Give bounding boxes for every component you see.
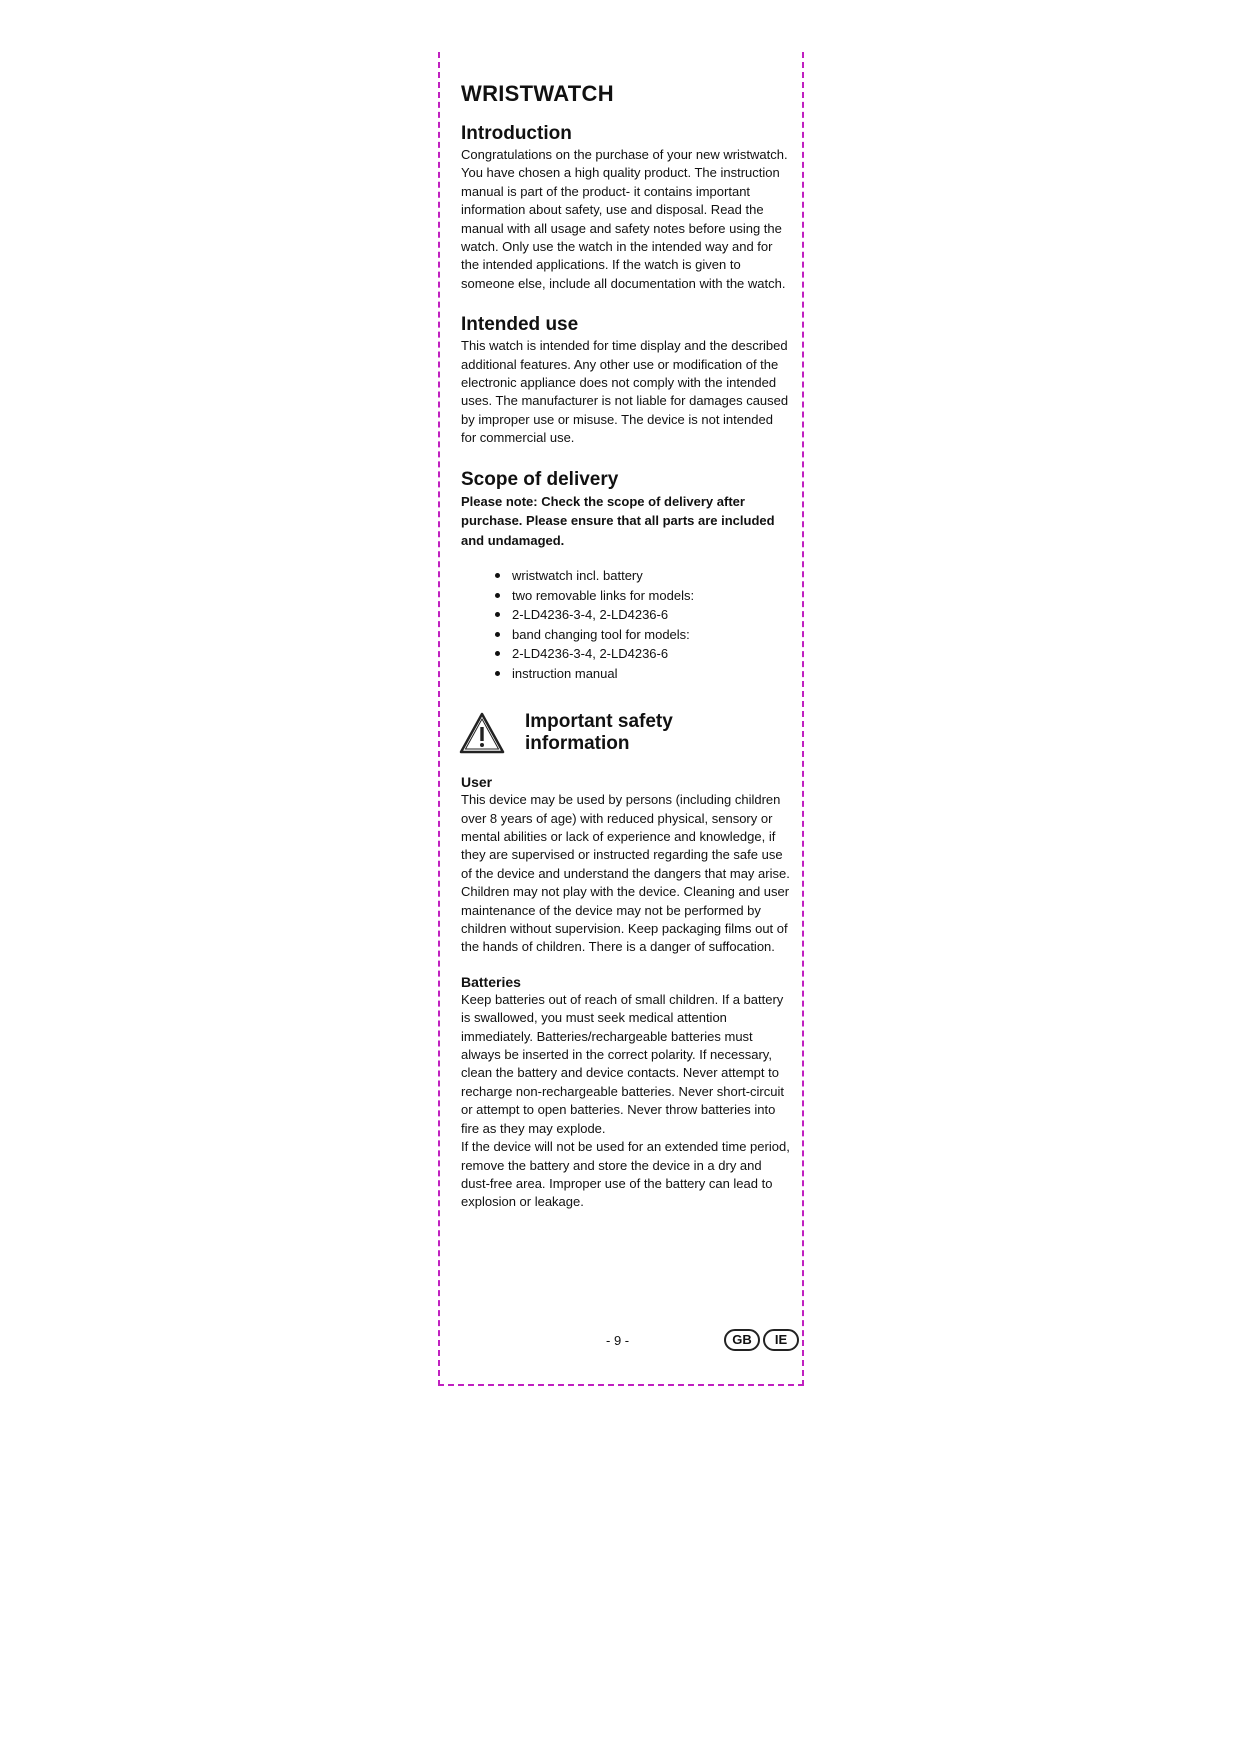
safety-heading-line1: Important safety [525,711,673,733]
intended-use-text: This watch is intended for time display and the described additional features. Any other use or modification of the electronic appliance does not comply with the intended uses. The manufacturer is not liable for damages caused by improper use or misuse. The device is not intended for commercial use. [461,338,789,446]
warning-triangle-icon [459,712,505,754]
delivery-list [461,566,791,683]
introduction-heading: Introduction [461,123,572,144]
document-body [461,76,791,1212]
intended-use-heading: Intended use [461,314,579,336]
list-item: instruction manual [495,664,791,684]
language-badge-gb: GB [724,1329,760,1351]
page-footer [461,1329,791,1355]
document-title: WRISTWATCH [461,81,614,106]
safety-heading [525,711,673,755]
scope-of-delivery-heading: Scope of delivery [461,468,619,490]
list-item: two removable links for models: [495,586,791,606]
batteries-text-2: If the device will not be used for an extended time period, remove the battery and store the device in a dry and dust-free area. Improper use of the battery can lead to explosion or leakage. [461,1139,790,1210]
list-item: band changing tool for models: [495,625,791,645]
language-badge-ie: IE [763,1329,799,1351]
batteries-text: Keep batteries out of reach of small children. If a battery is swallowed, you must seek medical attention immediately. Batteries/rechargeable batteries must always be inserted in the correct polarity. If necessary, clean the battery and device contacts. Never attempt to recharge non-rechargeable batteries. Never short-circuit or attempt to open batteries. Never throw batteries into fire as they may explode. [461,991,784,1136]
language-badges [721,1329,799,1351]
safety-header [461,705,791,761]
list-item: wristwatch incl. battery [495,566,791,586]
scope-of-delivery-note: Please note: Check the scope of delivery after purchase. Please ensure that all parts are included and undamaged. [461,493,775,548]
user-text: This device may be used by persons (including children over 8 years of age) with reduced physical, sensory or mental abilities or lack of experience and knowledge, if they are supervised or instructed regarding the safe use of the device and understand the dangers that may arise. Children may not play with the device. Cleaning and user maintenance of the device may not be performed by children without supervision. Keep packaging films out of the hands of children. There is a danger of suffocation. [461,792,790,955]
scope-of-delivery-section [461,468,791,684]
list-item: 2-LD4236-3-4, 2-LD4236-6 [495,605,791,625]
user-heading: User [461,774,493,791]
list-item: 2-LD4236-3-4, 2-LD4236-6 [495,644,791,664]
intended-use-section [461,313,791,447]
safety-heading-line2: information [525,733,630,755]
batteries-heading: Batteries [461,973,521,990]
introduction-text: Congratulations on the purchase of your new wristwatch. You have chosen a high quality product. The instruction manual is part of the product- it contains important information about safety, use and disposal. Read the manual with all usage and safety notes before using the watch. Only use the watch in the intended way and for the intended applications. If the watch is given to someone else, include all documentation with the watch. [461,147,788,291]
page-number: - 9 - [606,1333,630,1348]
safety-section [461,705,791,1212]
introduction-section [461,122,791,293]
